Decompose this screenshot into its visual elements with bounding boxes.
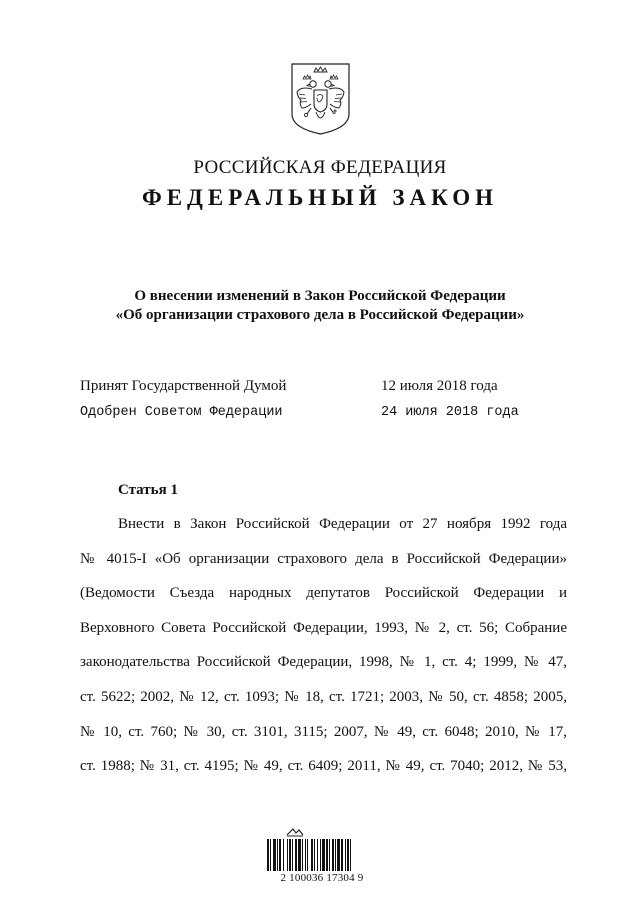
law-title — [0, 287, 640, 325]
article-line — [80, 649, 567, 684]
printer-logo-icon — [285, 827, 305, 837]
law-title-line-1: О внесении изменений в Закон Российской Федерации — [134, 288, 506, 304]
country-name: РОССИЙСКАЯ ФЕДЕРАЦИЯ — [193, 157, 447, 178]
article-line-text: ст. 1988; № 31, ст. 4195; № 49, ст. 6409; 2011, № 49, ст. 7040; 2012, № 53, — [80, 758, 567, 775]
article-line — [80, 580, 567, 615]
law-title-line-2: «Об организации страхового дела в Российской Федерации» — [115, 307, 525, 323]
adoption-council-date: 24 июля 2018 года — [381, 405, 519, 420]
article-body — [80, 511, 567, 788]
document-barcode — [267, 827, 377, 887]
adoption-duma-label: Принят Государственной Думой — [80, 378, 287, 394]
article-line — [80, 753, 567, 788]
article-line — [80, 684, 567, 719]
coat-of-arms-emblem — [289, 62, 352, 136]
article-line-text: ст. 5622; 2002, № 12, ст. 1093; № 18, ст. 1721; 2003, № 50, ст. 4858; 2005, — [80, 688, 567, 705]
article-heading: Статья 1 — [118, 482, 178, 498]
article-line-text: законодательства Российской Федерации, 1998, № 1, ст. 4; 1999, № 47, — [80, 654, 567, 671]
article-line — [80, 615, 567, 650]
article-line — [80, 719, 567, 754]
barcode-bars — [267, 839, 377, 871]
document-type-heading: ФЕДЕРАЛЬНЫЙ ЗАКОН — [141, 185, 499, 210]
article-line — [80, 511, 567, 546]
barcode-number: 2 100036 17304 9 — [280, 872, 364, 884]
article-line-text: № 10, ст. 760; № 30, ст. 3101, 3115; 2007, № 49, ст. 6048; 2010, № 17, — [80, 723, 567, 740]
adoption-council-label: Одобрен Советом Федерации — [80, 405, 283, 420]
article-line-text: Внести в Закон Российской Федерации от 27 ноября 1992 года — [118, 516, 567, 532]
article-line-text: № 4015-I «Об организации страхового дела в Российской Федерации» — [80, 550, 567, 567]
article-line-text: (Ведомости Съезда народных депутатов Российской Федерации и — [80, 585, 567, 602]
article-line-text: Верховного Совета Российской Федерации, 1993, № 2, ст. 56; Собрание — [80, 619, 567, 636]
article-line — [80, 546, 567, 581]
adoption-duma-date: 12 июля 2018 года — [381, 378, 498, 394]
russian-coat-of-arms-icon — [289, 62, 352, 136]
